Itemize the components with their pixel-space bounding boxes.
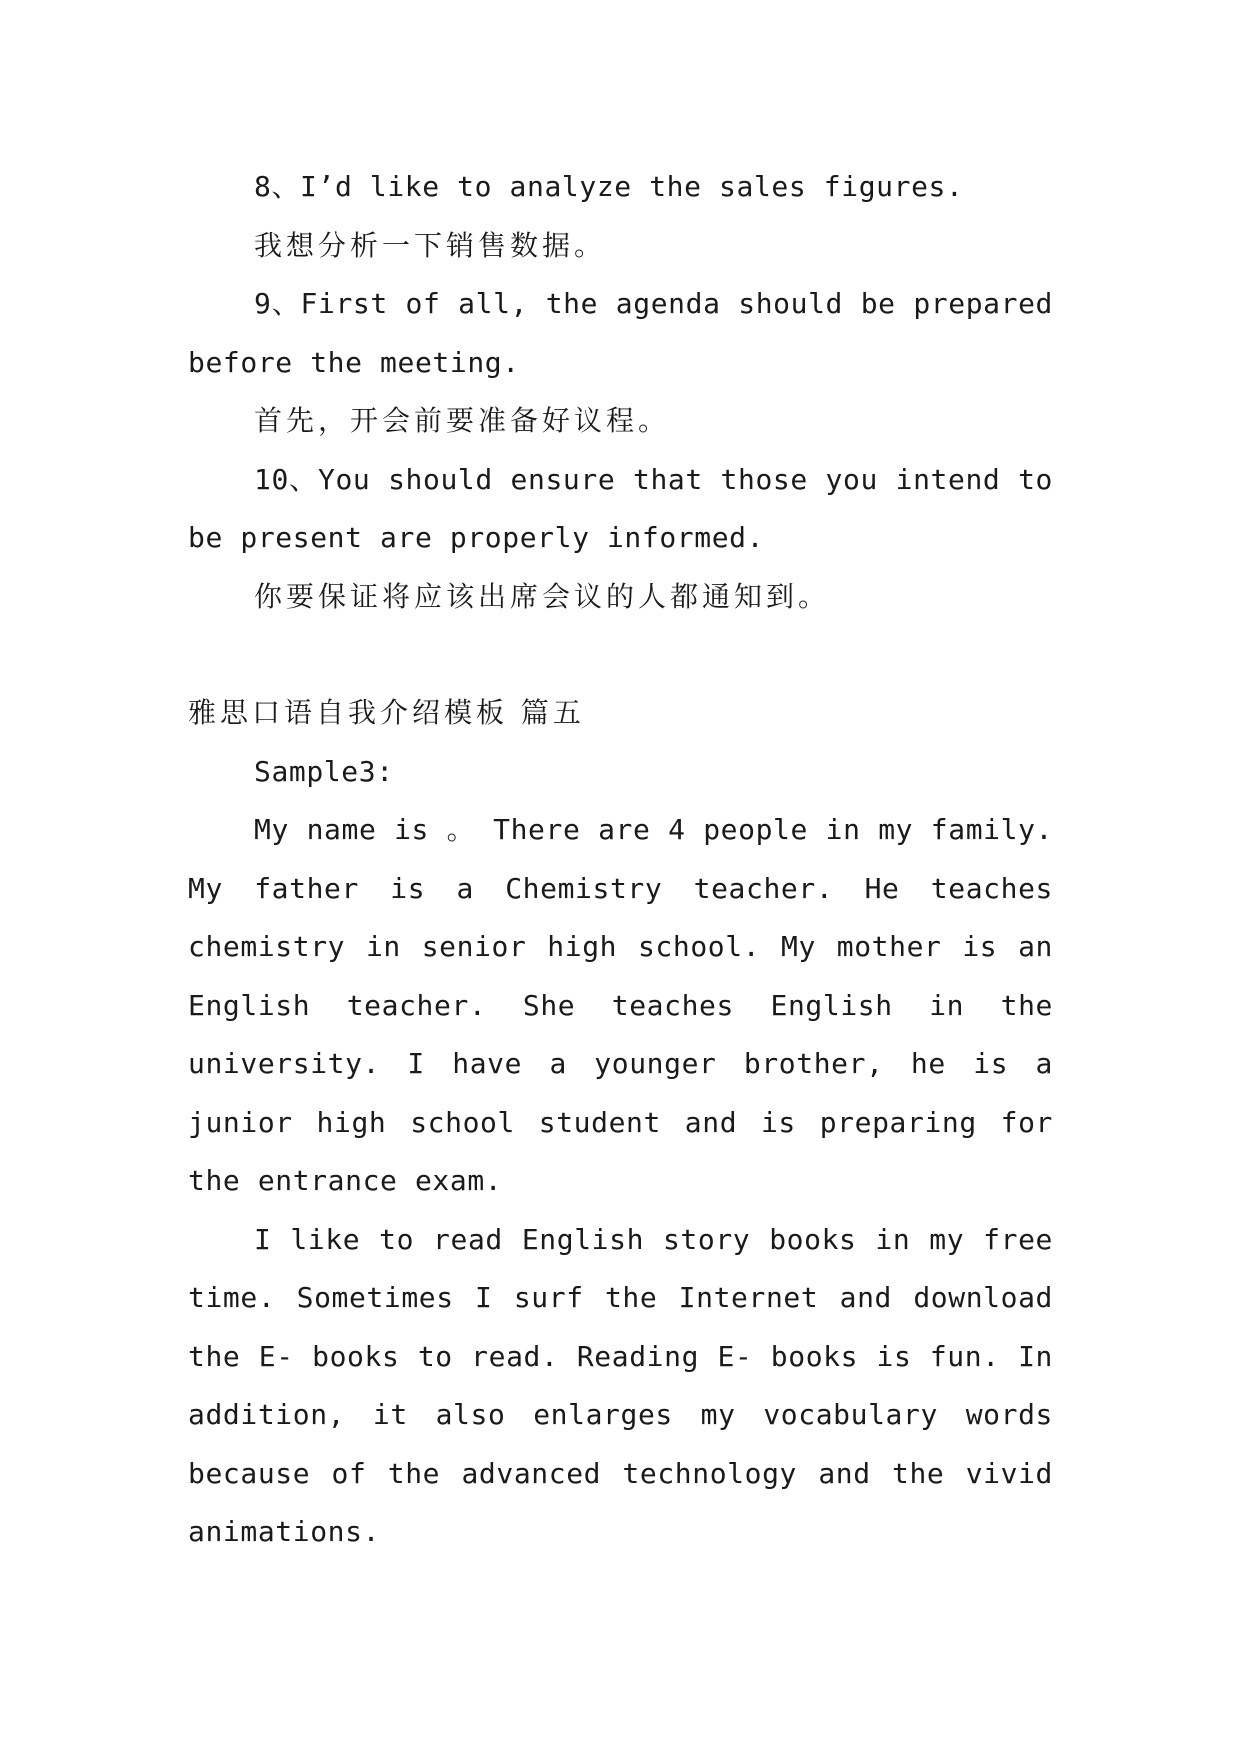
section-heading: 雅思口语自我介绍模板 篇五 [188, 696, 585, 729]
sentence-9-chinese: 首先，开会前要准备好议程。 [254, 404, 671, 437]
sentence-8-english: 8、I’d like to analyze the sales figures. [254, 170, 964, 203]
sentence-9-english: 9、First of all, the agenda should be prepared before the meeting. [188, 287, 1053, 379]
sentence-8-chinese: 我想分析一下销售数据。 [254, 228, 607, 262]
body-paragraph-family: My name is 。 There are 4 people in my family. My father is a Chemistry teacher. He teaches chemistry in senior high school. My mother is an English teacher. She teaches English in the university. I have a younger brother, he is a junior high school student and is preparing for the entrance exam. [188, 813, 1053, 1197]
document-body [188, 158, 1053, 1562]
section-spacer [188, 626, 1053, 684]
sample-label: Sample3: [254, 754, 394, 788]
sentence-10-english: 10、You should ensure that those you intend to be present are properly informed. [188, 462, 1053, 554]
body-paragraph-hobbies: I like to read English story books in my free time. Sometimes I surf the Internet and download the E- books to read. Reading E- books is fun. In addition, it also enlarges my vocabulary words because of the advanced technology and the vivid animations. [188, 1222, 1053, 1548]
sentence-10-chinese: 你要保证将应该出席会议的人都通知到。 [254, 579, 831, 613]
